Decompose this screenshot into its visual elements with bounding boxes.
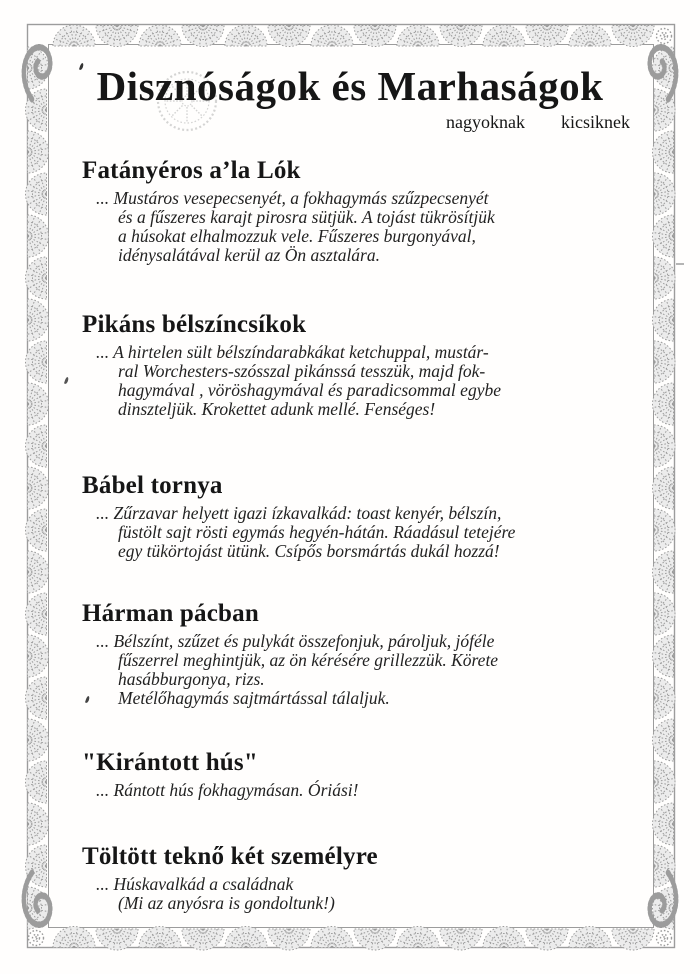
description-line: hagymával , vöröshagymával és paradicsommal egybe [118, 380, 501, 400]
menu-item-name: "Kirántott hús" [82, 749, 258, 776]
menu-item [82, 472, 670, 561]
menu-item [82, 749, 670, 800]
description-line: füstölt sajt rösti egymás hegyén-hátán. Ráadásul tetejére [118, 522, 516, 542]
description-line: ... Bélszínt, szűzet és pulykát összefonjuk, pároljuk, jóféle [96, 631, 495, 651]
scan-speck [64, 377, 69, 385]
size-column-labels [446, 112, 630, 133]
description-line: Metélőhagymás sajtmártással tálaljuk. [118, 688, 390, 708]
description-line: fűszerrel meghintjük, az ön kérésére grillezzük. Körete [118, 650, 499, 670]
description-line: a húsokat elhalmozzuk vele. Fűszeres burgonyával, [118, 226, 476, 246]
menu-item-name: Fatányéros a’la Lók [82, 157, 301, 184]
menu-item-description [96, 189, 670, 265]
column-label-large: nagyoknak [446, 112, 525, 132]
menu-item-description [96, 781, 670, 800]
description-line: hasábburgonya, rizs. [118, 669, 265, 689]
menu-item-name: Pikáns bélszíncsíkok [82, 311, 307, 338]
description-line: ... Rántott hús fokhagymásan. Óriási! [96, 780, 359, 800]
scan-speck [79, 63, 84, 71]
description-line: (Mi az anyósra is gondoltunk!) [118, 893, 335, 913]
menu-item-name: Bábel tornya [82, 472, 223, 499]
menu-item-description [96, 343, 670, 419]
column-label-small: kicsiknek [561, 112, 630, 132]
scan-speck [676, 263, 684, 265]
description-line: dinszteljük. Krokettet adunk mellé. Fenséges! [118, 399, 436, 419]
description-line: idénysalátával kerül az Ön asztalára. [118, 245, 380, 265]
menu-item-name: Töltött teknő két személyre [82, 843, 378, 870]
description-line: ... Zűrzavar helyett igazi ízkavalkád: toast kenyér, bélszín, [96, 503, 502, 523]
description-line: egy tükörtojást ütünk. Csípős borsmártás dukál hozzá! [118, 541, 500, 561]
menu-item [82, 157, 670, 265]
menu-item-name: Hárman pácban [82, 600, 259, 627]
description-line: ... A hirtelen sült bélszíndarabkákat ketchuppal, mustár- [96, 342, 489, 362]
description-line: ... Mustáros vesepecsenyét, a fokhagymás szűzpecsenyét [96, 188, 489, 208]
menu-item [82, 600, 670, 708]
menu-item [82, 843, 670, 913]
menu-item-description [96, 632, 670, 708]
description-line: és a fűszeres karajt pirosra sütjük. A tojást tükrösítjük [118, 207, 495, 227]
menu-item [82, 311, 670, 419]
page-title: Disznóságok és Marhaságok [96, 63, 604, 109]
menu-item-description [96, 504, 670, 561]
description-line: ... Húskavalkád a családnak [96, 874, 294, 894]
menu-item-description [96, 875, 670, 913]
description-line: ral Worchesters-szósszal pikánssá tesszük, majd fok- [118, 361, 486, 381]
